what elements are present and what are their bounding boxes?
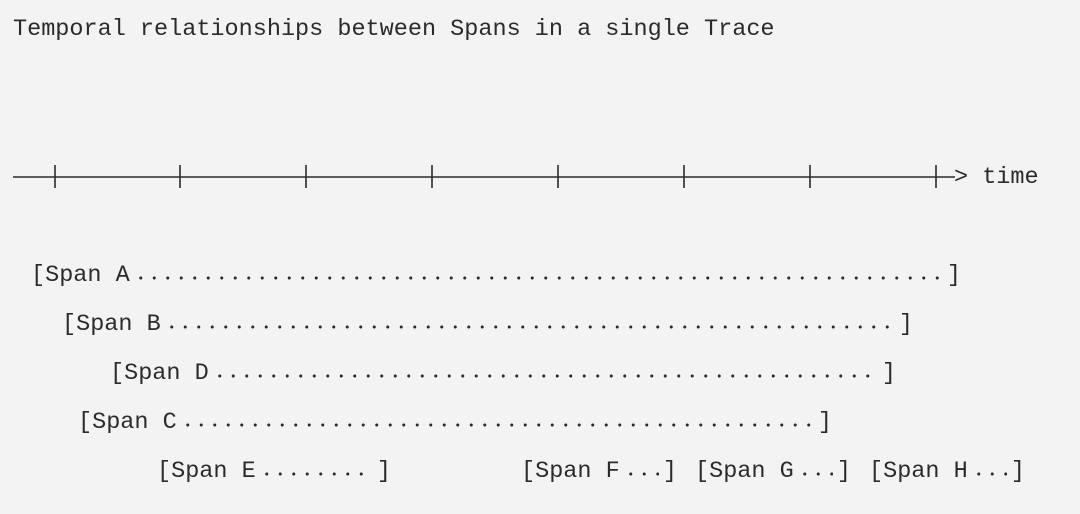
span-h [869, 456, 1025, 488]
time-axis [0, 156, 1080, 200]
span-c [78, 407, 832, 439]
span-label: [Span G [695, 458, 794, 485]
span-duration-dots [260, 472, 373, 476]
span-label: [Span C [78, 409, 177, 436]
span-end-bracket: ] [662, 458, 677, 485]
span-end-bracket: ] [817, 409, 832, 436]
span-end-bracket: ] [376, 458, 391, 485]
span-duration-dots [181, 423, 814, 427]
span-end-bracket: ] [946, 262, 961, 289]
span-b [62, 309, 913, 341]
span-end-bracket: ] [836, 458, 851, 485]
span-a [31, 260, 961, 292]
span-f [521, 456, 677, 488]
span-duration-dots [798, 472, 833, 476]
span-duration-dots [972, 472, 1007, 476]
span-g [695, 456, 851, 488]
span-d [110, 358, 896, 390]
diagram-title: Temporal relationships between Spans in a single Trace [13, 16, 775, 43]
span-label: [Span A [31, 262, 130, 289]
span-label: [Span F [521, 458, 620, 485]
span-end-bracket: ] [1010, 458, 1025, 485]
span-end-bracket: ] [898, 311, 913, 338]
time-axis-line [0, 156, 1080, 200]
span-duration-dots [165, 325, 895, 329]
span-duration-dots [213, 374, 878, 378]
span-end-bracket: ] [881, 360, 896, 387]
span-e [157, 456, 391, 488]
axis-time-label: > time [954, 164, 1039, 191]
span-label: [Span B [62, 311, 161, 338]
span-duration-dots [134, 276, 943, 280]
span-label: [Span D [110, 360, 209, 387]
span-duration-dots [624, 472, 659, 476]
span-label: [Span H [869, 458, 968, 485]
span-label: [Span E [157, 458, 256, 485]
